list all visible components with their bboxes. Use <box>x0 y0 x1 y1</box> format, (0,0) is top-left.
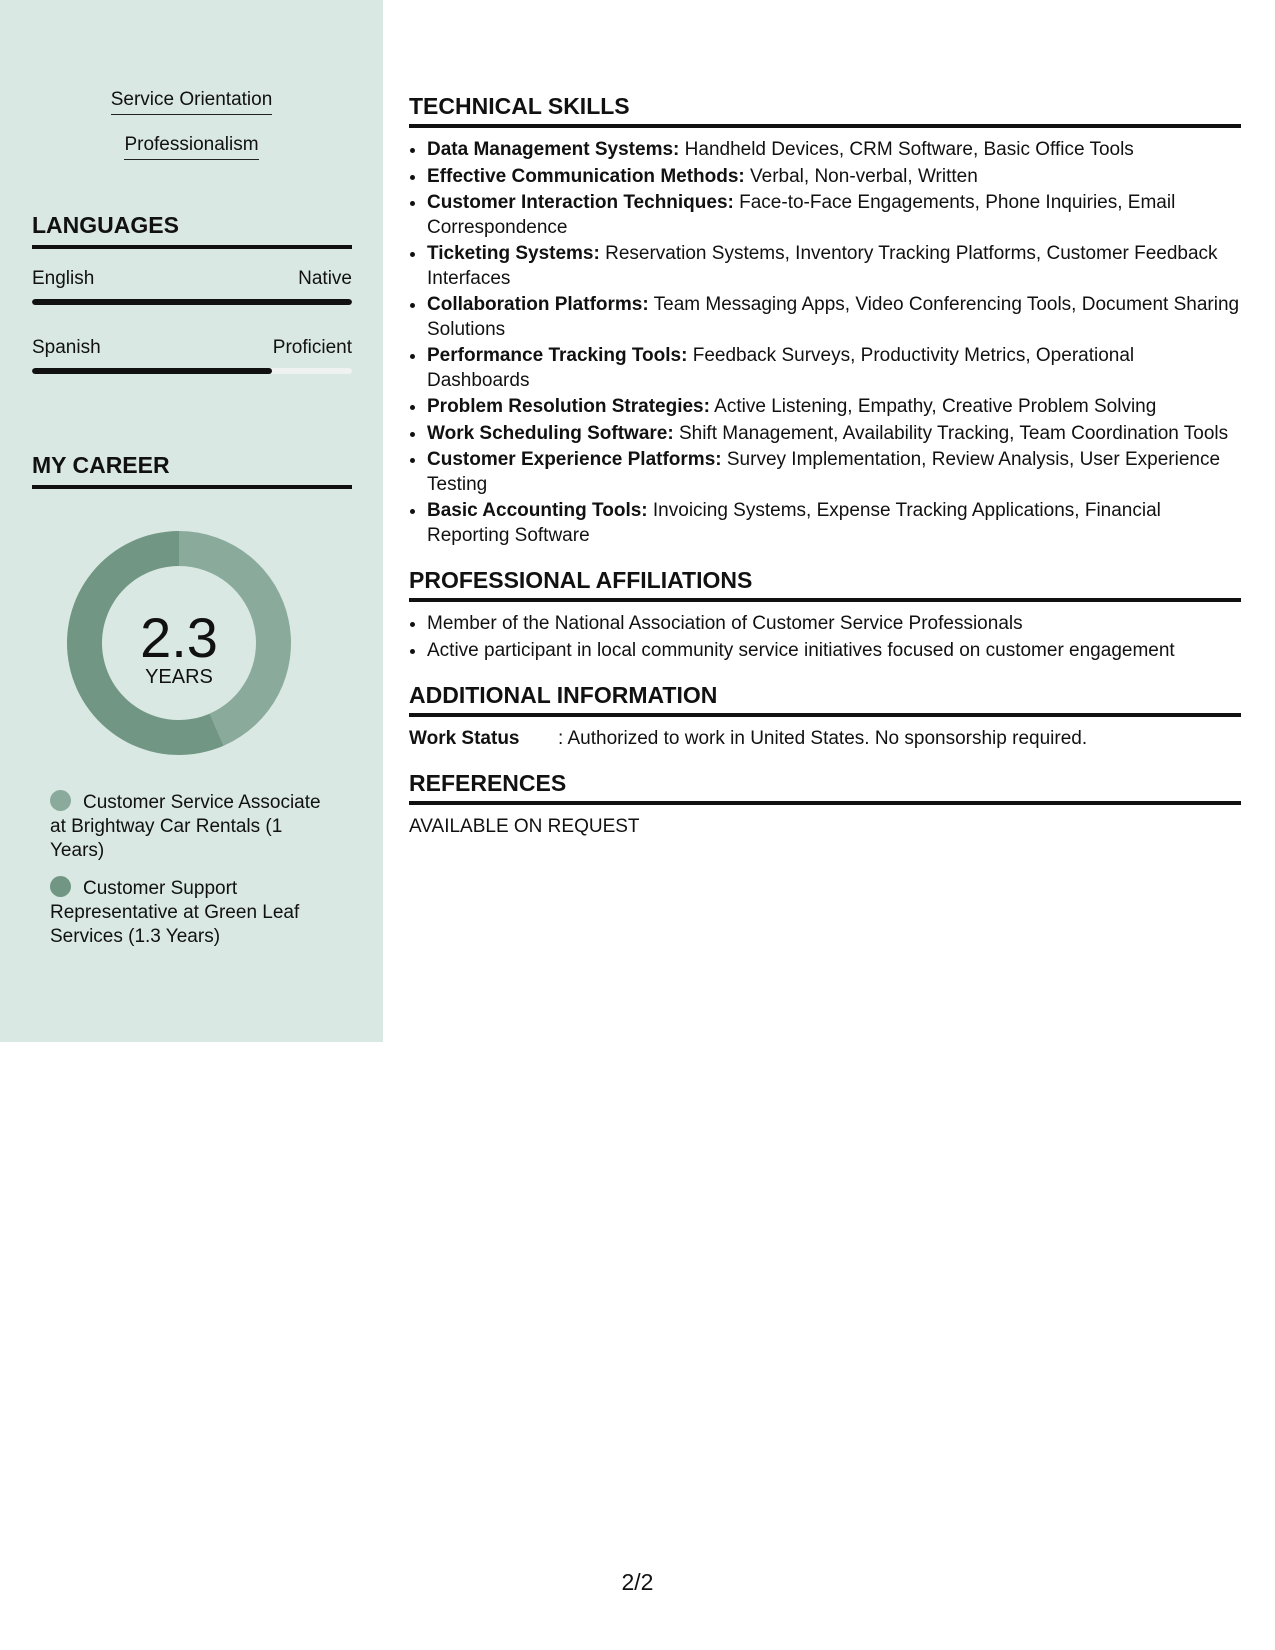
legend-dot-icon <box>50 790 71 811</box>
work-status-label: Work Status <box>409 728 520 749</box>
languages-heading: LANGUAGES <box>32 211 352 249</box>
donut-center-label: YEARS <box>145 666 213 688</box>
list-item: • Data Management Systems: Handheld Devices, CRM Software, Basic Office Tools <box>427 138 1241 163</box>
list-item: • Problem Resolution Strategies: Active Listening, Empathy, Creative Problem Solving <box>427 395 1241 420</box>
section-title: ADDITIONAL INFORMATION <box>409 681 1241 717</box>
legend-label: Customer Service Associate at Brightway Car Rentals (1 Years) <box>50 792 321 861</box>
language-name: English <box>32 268 95 289</box>
legend-label: Customer Support Representative at Green Leaf Services (1.3 Years) <box>50 878 300 947</box>
list-item: • Customer Experience Platforms: Survey Implementation, Review Analysis, User Experience Testing <box>427 448 1241 497</box>
career-legend-item <box>50 876 340 949</box>
section-title: TECHNICAL SKILLS <box>409 92 1241 128</box>
additional-info-section <box>409 681 1241 751</box>
list-item: • Collaboration Platforms: Team Messaging Apps, Video Conferencing Tools, Document Sharing Solutions <box>427 293 1241 342</box>
page-number: 2/2 <box>621 1569 654 1595</box>
language-level: Proficient <box>272 337 352 358</box>
list-item: • Ticketing Systems: Reservation Systems, Inventory Tracking Platforms, Customer Feedback Interfaces <box>427 242 1241 291</box>
language-bar-fill <box>32 368 272 374</box>
career-legend-item <box>50 790 340 863</box>
language-bar-spanish <box>32 368 352 374</box>
list-item: • Work Scheduling Software: Shift Management, Availability Tracking, Team Coordination Tools <box>427 422 1241 447</box>
references-text: AVAILABLE ON REQUEST <box>409 816 640 837</box>
legend-dot-icon <box>50 876 71 897</box>
list-item: • Customer Interaction Techniques: Face-to-Face Engagements, Phone Inquiries, Email Correspondence <box>427 191 1241 240</box>
soft-skill-item: Service Orientation <box>0 88 383 115</box>
list-item: • Basic Accounting Tools: Invoicing Systems, Expense Tracking Applications, Financial Reporting Software <box>427 499 1241 548</box>
affiliations-section <box>409 566 1241 663</box>
list-item: • Active participant in local community service initiatives focused on customer engagement <box>427 639 1241 664</box>
language-name: Spanish <box>32 337 101 358</box>
work-status-value: : Authorized to work in United States. No sponsorship required. <box>558 728 1088 749</box>
career-donut-chart <box>66 530 292 756</box>
language-bar-fill <box>32 299 352 305</box>
soft-skill-item: Professionalism <box>0 133 383 160</box>
affiliations-list <box>409 612 1241 663</box>
career-heading: MY CAREER <box>32 451 352 489</box>
donut-center-value: 2.3 <box>140 606 218 669</box>
language-row-english <box>32 267 352 291</box>
work-status-row <box>409 727 1241 751</box>
main-content <box>409 92 1241 839</box>
technical-skills-list <box>409 138 1241 548</box>
section-title: REFERENCES <box>409 769 1241 805</box>
sidebar <box>0 0 383 1042</box>
list-item: • Member of the National Association of Customer Service Professionals <box>427 612 1241 637</box>
list-item: • Effective Communication Methods: Verbal, Non-verbal, Written <box>427 165 1241 190</box>
list-item: • Performance Tracking Tools: Feedback Surveys, Productivity Metrics, Operational Dashboards <box>427 344 1241 393</box>
references-section <box>409 769 1241 839</box>
language-row-spanish <box>32 336 352 360</box>
technical-skills-section <box>409 92 1241 548</box>
language-level: Native <box>298 268 352 289</box>
section-title: PROFESSIONAL AFFILIATIONS <box>409 566 1241 602</box>
language-bar-english <box>32 299 352 305</box>
